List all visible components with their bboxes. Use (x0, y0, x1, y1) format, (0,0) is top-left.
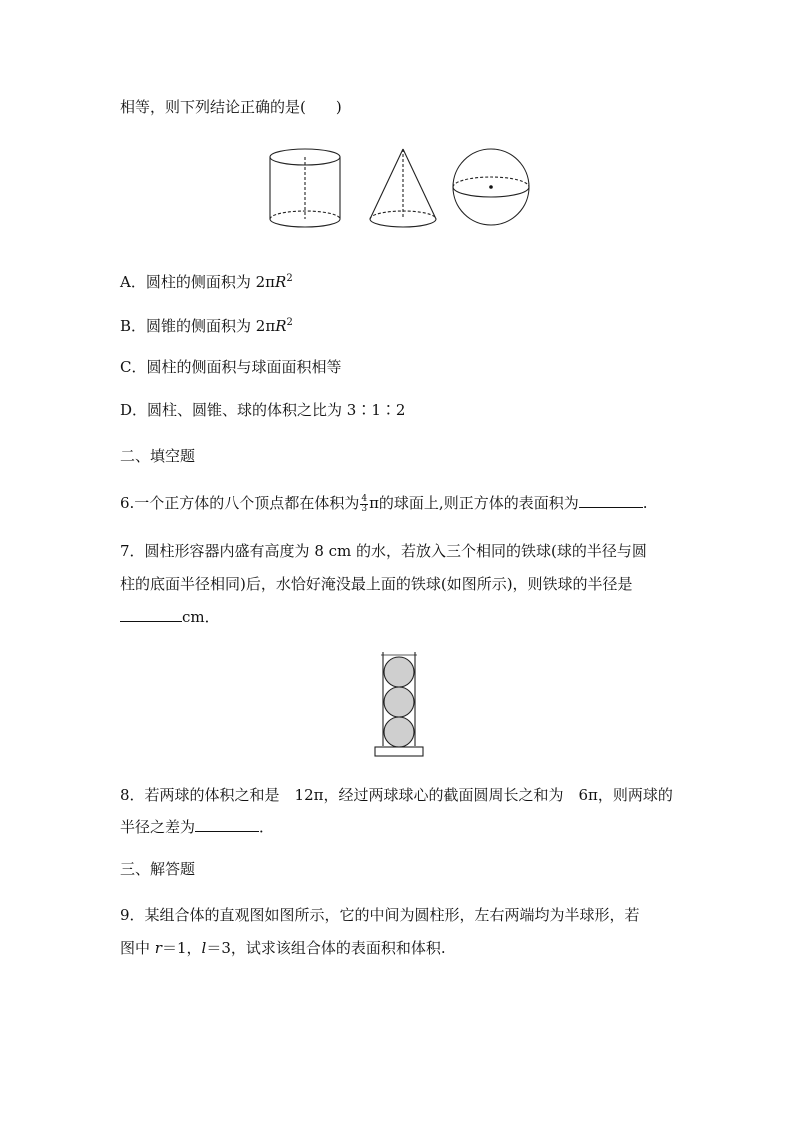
question-9-line-2: 图中 r＝1，l＝3，试求该组合体的表面积和体积. (120, 939, 446, 957)
question-8-line-2: 半径之差为 ． (120, 818, 275, 836)
cone-shape (370, 149, 436, 227)
sphere-shape (453, 149, 529, 225)
fraction-four-thirds: $\frac{4}{3}$ (361, 493, 368, 514)
section-title-answer: 三、解答题 (120, 860, 196, 878)
q5-stem: 相等，则下列结论正确的是( ) (120, 98, 342, 116)
q5-option-b: B．圆锥的侧面积为 $2\pi R^2$ (120, 317, 293, 335)
q5-option-a: A．圆柱的侧面积为 $2\pi R^2$ (120, 273, 293, 291)
section-title-fill-blank: 二、填空题 (120, 447, 196, 465)
question-7-line-3: cm． (120, 606, 220, 628)
answer-blank (120, 606, 182, 622)
q5-option-d: D．圆柱、圆锥、球的体积之比为 3∶1∶2 (120, 401, 406, 419)
question-6: 6.一个正方体的八个顶点都在体积为 $\frac{4}{3}$ π的球面上,则正方体的表面积为 . (120, 493, 648, 514)
question-7-line-2: 柱的底面半径相同)后，水恰好淹没最上面的铁球(如图所示)，则铁球的半径是 (120, 575, 633, 593)
container-balls-figure (372, 650, 428, 760)
container-base (375, 747, 423, 756)
question-9-line-1: 9．某组合体的直观图如图所示，它的中间为圆柱形，左右两端均为半球形，若 (120, 906, 640, 924)
cylinder-shape (270, 149, 340, 227)
question-8-line-1: 8．若两球的体积之和是 12π，经过两球球心的截面圆周长之和为 6π，则两球的 (120, 786, 673, 804)
ball-middle (384, 687, 414, 717)
ball-top (384, 657, 414, 687)
question-7-line-1: 7．圆柱形容器内盛有高度为 8 cm 的水，若放入三个相同的铁球(球的半径与圆 (120, 542, 647, 560)
answer-blank (195, 816, 259, 832)
ball-bottom (384, 717, 414, 747)
q5-option-c: C．圆柱的侧面积与球面面积相等 (120, 358, 342, 376)
answer-blank (579, 492, 643, 508)
solids-figure (262, 140, 542, 235)
